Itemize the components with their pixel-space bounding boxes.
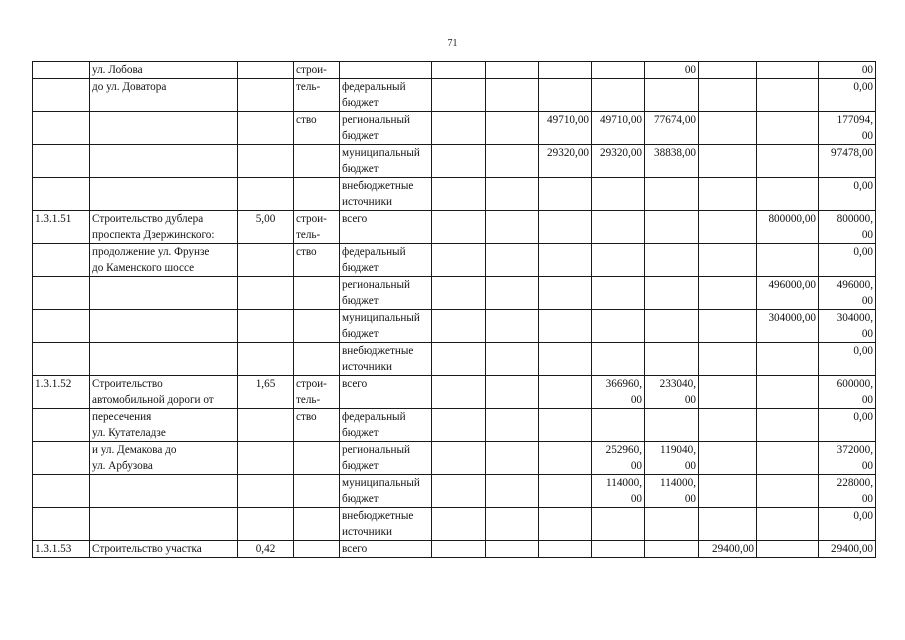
cell-c2 [486,277,539,310]
cell-source: муниципальный бюджет [340,310,432,343]
cell-c5 [645,541,699,558]
cell-c6 [699,409,757,442]
cell-c5 [645,211,699,244]
cell-length [238,409,294,442]
cell-name: пересечения ул. Кутателадзе [90,409,238,442]
cell-name [90,343,238,376]
table-row [33,343,876,376]
cell-length [238,178,294,211]
cell-c6 [699,508,757,541]
cell-source: региональный бюджет [340,442,432,475]
cell-c3 [539,277,592,310]
cell-c7 [757,541,819,558]
cell-total: 0,00 [819,244,876,277]
cell-c4: 49710,00 [592,112,645,145]
cell-c4 [592,310,645,343]
cell-name [90,277,238,310]
cell-name: до ул. Доватора [90,79,238,112]
cell-c6 [699,112,757,145]
cell-source: муниципальный бюджет [340,475,432,508]
cell-source: всего [340,211,432,244]
cell-c6: 29400,00 [699,541,757,558]
cell-c3 [539,62,592,79]
table-row [33,310,876,343]
table-row [33,244,876,277]
cell-total: 228000, 00 [819,475,876,508]
financing-table [32,61,876,558]
cell-c4: 114000, 00 [592,475,645,508]
cell-name: Строительство дублера проспекта Дзержинского: [90,211,238,244]
cell-c7 [757,178,819,211]
cell-type: строи- тель- [294,211,340,244]
cell-c6 [699,376,757,409]
cell-type [294,442,340,475]
cell-c2 [486,442,539,475]
cell-c1 [432,541,486,558]
cell-c2 [486,343,539,376]
cell-c1 [432,79,486,112]
cell-total: 0,00 [819,343,876,376]
cell-c7 [757,508,819,541]
cell-c3 [539,475,592,508]
cell-c1 [432,211,486,244]
cell-code [33,62,90,79]
cell-c2 [486,178,539,211]
cell-c2 [486,244,539,277]
cell-c2 [486,310,539,343]
cell-total: 800000, 00 [819,211,876,244]
cell-code: 1.3.1.52 [33,376,90,409]
cell-c4: 29320,00 [592,145,645,178]
cell-c1 [432,62,486,79]
cell-c7 [757,376,819,409]
cell-code [33,442,90,475]
cell-c6 [699,211,757,244]
cell-name: продолжение ул. Фрунзе до Каменского шоссе [90,244,238,277]
cell-c1 [432,442,486,475]
cell-c2 [486,112,539,145]
cell-c4: 366960, 00 [592,376,645,409]
cell-type [294,343,340,376]
cell-c5: 38838,00 [645,145,699,178]
cell-c3 [539,244,592,277]
cell-c4 [592,508,645,541]
cell-c4 [592,541,645,558]
cell-length: 5,00 [238,211,294,244]
cell-c5 [645,178,699,211]
cell-c5 [645,343,699,376]
cell-code: 1.3.1.53 [33,541,90,558]
cell-length: 1,65 [238,376,294,409]
cell-c7 [757,409,819,442]
cell-c1 [432,112,486,145]
cell-total: 0,00 [819,79,876,112]
cell-type [294,541,340,558]
cell-c2 [486,541,539,558]
cell-c1 [432,409,486,442]
table-row [33,475,876,508]
table-row [33,112,876,145]
cell-code [33,475,90,508]
cell-c6 [699,343,757,376]
cell-c5 [645,244,699,277]
cell-c7 [757,442,819,475]
cell-code [33,145,90,178]
cell-source: федеральный бюджет [340,79,432,112]
cell-c1 [432,277,486,310]
cell-total: 372000, 00 [819,442,876,475]
cell-code [33,343,90,376]
cell-length [238,79,294,112]
cell-type [294,508,340,541]
table-row [33,79,876,112]
cell-c4 [592,244,645,277]
cell-total: 496000, 00 [819,277,876,310]
cell-c4: 252960, 00 [592,442,645,475]
cell-c4 [592,62,645,79]
cell-source: региональный бюджет [340,112,432,145]
cell-c6 [699,310,757,343]
cell-length [238,244,294,277]
cell-code [33,277,90,310]
cell-source: внебюджетные источники [340,343,432,376]
cell-c7 [757,343,819,376]
cell-source: всего [340,541,432,558]
page-number: 71 [447,38,458,49]
cell-c6 [699,277,757,310]
table-row [33,178,876,211]
cell-c1 [432,508,486,541]
cell-c3: 29320,00 [539,145,592,178]
cell-name: и ул. Демакова до ул. Арбузова [90,442,238,475]
cell-c1 [432,475,486,508]
cell-c2 [486,211,539,244]
cell-type: ство [294,244,340,277]
cell-c5 [645,79,699,112]
cell-type: строи- тель- [294,376,340,409]
cell-c1 [432,244,486,277]
cell-type: тель- [294,79,340,112]
cell-c7 [757,145,819,178]
cell-length: 0,42 [238,541,294,558]
table-row [33,211,876,244]
cell-type: строи- [294,62,340,79]
cell-total: 00 [819,62,876,79]
cell-length [238,508,294,541]
cell-c7 [757,79,819,112]
cell-c2 [486,508,539,541]
cell-length [238,145,294,178]
cell-c7: 304000,00 [757,310,819,343]
cell-c1 [432,310,486,343]
cell-c6 [699,442,757,475]
cell-c7 [757,475,819,508]
cell-source: внебюджетные источники [340,508,432,541]
cell-c5: 114000, 00 [645,475,699,508]
cell-length [238,343,294,376]
cell-c5 [645,277,699,310]
cell-c1 [432,145,486,178]
cell-c4 [592,79,645,112]
table-row [33,409,876,442]
cell-code [33,244,90,277]
cell-c7 [757,112,819,145]
cell-c6 [699,178,757,211]
cell-length [238,62,294,79]
cell-c5: 00 [645,62,699,79]
cell-c3 [539,442,592,475]
cell-c4 [592,409,645,442]
table-row [33,442,876,475]
cell-total: 177094, 00 [819,112,876,145]
cell-c7: 496000,00 [757,277,819,310]
cell-c2 [486,145,539,178]
cell-c5: 233040, 00 [645,376,699,409]
cell-c7 [757,62,819,79]
cell-c6 [699,79,757,112]
table-row [33,145,876,178]
table-row [33,376,876,409]
cell-c3 [539,178,592,211]
cell-c4 [592,211,645,244]
cell-length [238,442,294,475]
cell-total: 304000, 00 [819,310,876,343]
cell-c3 [539,310,592,343]
cell-c2 [486,409,539,442]
cell-total: 0,00 [819,178,876,211]
cell-c2 [486,475,539,508]
cell-c4 [592,178,645,211]
cell-name [90,475,238,508]
cell-c2 [486,62,539,79]
cell-code [33,508,90,541]
cell-type: ство [294,409,340,442]
cell-c6 [699,62,757,79]
cell-c6 [699,244,757,277]
cell-source: федеральный бюджет [340,409,432,442]
cell-code [33,79,90,112]
cell-name: ул. Лобова [90,62,238,79]
cell-code [33,409,90,442]
cell-length [238,112,294,145]
cell-c6 [699,145,757,178]
cell-source: региональный бюджет [340,277,432,310]
cell-c3 [539,79,592,112]
cell-length [238,277,294,310]
cell-type [294,145,340,178]
cell-source: муниципальный бюджет [340,145,432,178]
cell-type [294,475,340,508]
cell-source: внебюджетные источники [340,178,432,211]
cell-type [294,277,340,310]
cell-total: 0,00 [819,508,876,541]
cell-c6 [699,475,757,508]
cell-name [90,178,238,211]
cell-c4 [592,277,645,310]
cell-name: Строительство участка [90,541,238,558]
cell-name [90,310,238,343]
cell-c7: 800000,00 [757,211,819,244]
cell-name [90,112,238,145]
cell-type: ство [294,112,340,145]
cell-c3 [539,211,592,244]
cell-c1 [432,178,486,211]
cell-type [294,310,340,343]
cell-c2 [486,79,539,112]
cell-c3 [539,541,592,558]
cell-c3 [539,376,592,409]
cell-c5 [645,508,699,541]
table-row [33,62,876,79]
table-row [33,277,876,310]
cell-c5: 77674,00 [645,112,699,145]
cell-c1 [432,376,486,409]
cell-type [294,178,340,211]
cell-c7 [757,244,819,277]
cell-source: всего [340,376,432,409]
cell-length [238,475,294,508]
cell-c1 [432,343,486,376]
cell-total: 29400,00 [819,541,876,558]
cell-name [90,508,238,541]
cell-c3 [539,409,592,442]
cell-length [238,310,294,343]
cell-c3: 49710,00 [539,112,592,145]
cell-name [90,145,238,178]
cell-c3 [539,343,592,376]
cell-source: федеральный бюджет [340,244,432,277]
cell-c4 [592,343,645,376]
cell-c5 [645,310,699,343]
cell-total: 600000, 00 [819,376,876,409]
cell-c5 [645,409,699,442]
cell-c2 [486,376,539,409]
cell-name: Строительство автомобильной дороги от [90,376,238,409]
cell-code: 1.3.1.51 [33,211,90,244]
cell-c3 [539,508,592,541]
cell-total: 97478,00 [819,145,876,178]
table-row [33,508,876,541]
cell-code [33,112,90,145]
cell-code [33,310,90,343]
cell-c5: 119040, 00 [645,442,699,475]
cell-source [340,62,432,79]
cell-code [33,178,90,211]
cell-total: 0,00 [819,409,876,442]
table-row [33,541,876,558]
